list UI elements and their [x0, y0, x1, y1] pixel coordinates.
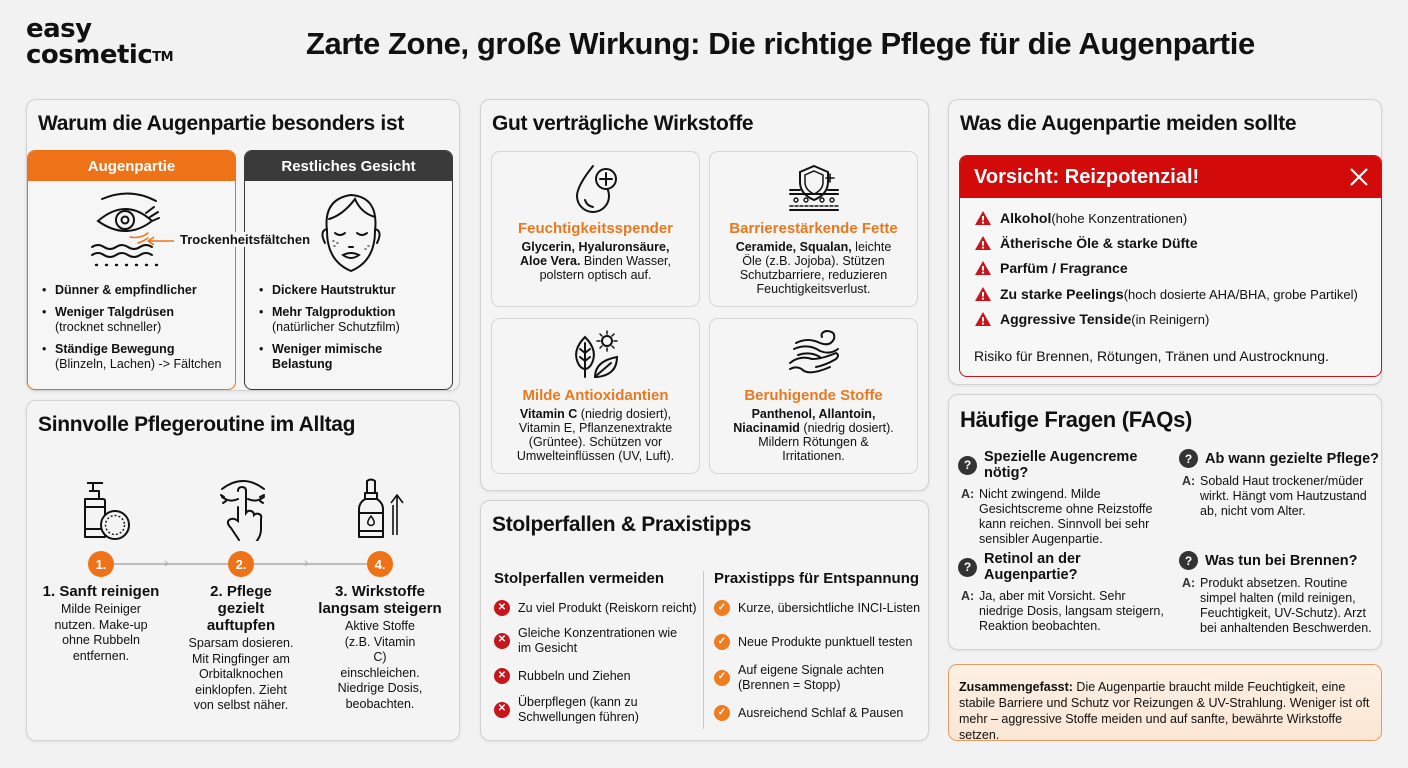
ingredient-description: Ceramide, Squalan, leichte Öle (z.B. Jojoba). Stützen Schutzbarriere, reduzieren Feuchtigkeitsverlust. [735, 240, 892, 296]
hand-wind-icon [786, 329, 842, 379]
list-item: • Dünner & empfindlicher [42, 283, 221, 298]
column-divider [703, 571, 704, 729]
warning-triangle-icon [974, 286, 992, 302]
page-title: Zarte Zone, große Wirkung: Die richtige Pflege für die Augenpartie [306, 26, 1255, 61]
why-card [26, 99, 460, 391]
callout-label: Trockenheitsfältchen [180, 232, 311, 247]
avoid-item: ✕ Gleiche Konzentrationen wie im Gesicht [494, 626, 679, 655]
summary-text: Die Augenpartie braucht milde Feuchtigkeit, eine stabile Barriere und Schutz vor Reizungen & UV-Strahlung. Weniger ist oft mehr – aggressive Stoffe meiden und auf sanfte, bewährte Wirkstoffe setzen. [959, 680, 1370, 742]
rest-face-panel [244, 150, 453, 390]
avoid-card [948, 99, 1382, 385]
step-title: 3. Wirkstoffe langsam steigern [318, 583, 442, 617]
faq-item [958, 551, 1168, 634]
ingredient-description: Glycerin, Hyaluronsäure, Aloe Vera. Binden Wasser, polstern optisch auf. [519, 240, 671, 282]
avoid-title: Was die Augenpartie meiden sollte [960, 112, 1297, 135]
warning-box [959, 155, 1382, 377]
tip-item: ✓ Ausreichend Schlaf & Pausen [714, 705, 924, 721]
step-description: Milde Reiniger nutzen. Make-up ohne Rubbeln entfernen. [54, 602, 148, 663]
tip-item: ✓ Kurze, übersichtliche INCI-Listen [714, 600, 924, 616]
step-description: Aktive Stoffe (z.B. Vitamin C) einschleichen. Niedrige Dosis, beobachten. [337, 619, 423, 711]
faq-card [948, 394, 1382, 650]
tip-item: ✓ Neue Produkte punktuell testen [714, 634, 924, 650]
check-circle-icon: ✓ [714, 705, 730, 721]
finger-tap-eye-icon [218, 477, 268, 541]
check-circle-icon: ✓ [714, 670, 730, 686]
step-badge-2: 2. [228, 551, 254, 577]
leaf-sun-icon [569, 329, 623, 381]
faq-answer: A: Produkt absetzen. Routine simpel halten (mild reinigen, Feuchtigkeit, UV-Schutz). Arzt bei anhaltenden Beschwerden. [1182, 576, 1372, 635]
pump-bottle-cotton-pad-icon [79, 477, 131, 541]
ingredient-title: Milde Antioxidantien [522, 387, 669, 404]
serum-bottle-arrow-up-icon [357, 477, 405, 541]
step-3 [315, 583, 445, 712]
routine-title: Sinnvolle Pflegeroutine im Alltag [38, 413, 356, 436]
question-icon: ? [1179, 449, 1198, 468]
faq-item [1179, 551, 1389, 636]
pitfalls-card [480, 500, 929, 741]
warning-title: Vorsicht: Reizpotenzial! [974, 165, 1200, 188]
rest-face-header: Restliches Gesicht [245, 151, 452, 181]
drop-plus-icon [571, 162, 621, 214]
ingredient-title: Feuchtigkeitsspender [517, 220, 674, 237]
faq-title: Häufige Fragen (FAQs) [960, 407, 1193, 432]
faq-item [958, 449, 1168, 547]
x-circle-icon: ✕ [494, 600, 510, 616]
faq-question[interactable]: ? Ab wann gezielte Pflege? [1179, 449, 1389, 468]
eye-skin-layers-icon [90, 191, 174, 271]
list-item: • Mehr Talgproduktion (natürlicher Schutzfilm) [259, 305, 409, 335]
ingredients-card [480, 99, 929, 491]
tip-item: ✓ Auf eigene Signale achten (Brennen = Stopp) [714, 663, 894, 692]
ingredients-title: Gut verträgliche Wirkstoffe [492, 112, 754, 135]
warning-header [960, 156, 1381, 198]
list-item: • Weniger Talgdrüsen (trocknet schneller) [42, 305, 221, 335]
ingredient-title: Barrierestärkende Fette [729, 220, 898, 237]
step-2 [176, 583, 306, 714]
close-icon[interactable] [1349, 167, 1369, 187]
step-description: Sparsam dosieren. Mit Ringfinger am Orbitalknochen einklopfen. Zieht von selbst näher. [188, 636, 294, 712]
ingredient-card-soothing [709, 318, 918, 474]
faq-answer: A: Sobald Haut trockener/müder wirkt. Hängt vom Hautzustand ab, nicht vom Alter. [1182, 474, 1367, 518]
step-title: 1. Sanft reinigen [42, 583, 160, 600]
ingredient-card-barrier [709, 151, 918, 307]
question-icon: ? [958, 456, 977, 475]
faq-answer: A: Nicht zwingend. Milde Gesichtscreme ohne Reizstoffe kann reichen. Sinnvoll bei sehr sensibler Augenpartie. [961, 487, 1153, 546]
brand-logo [26, 16, 173, 68]
question-icon: ? [958, 558, 977, 577]
chevron-right-icon: › [304, 554, 309, 570]
routine-card [26, 400, 460, 741]
shield-barrier-icon [786, 162, 842, 212]
step-1 [36, 583, 166, 664]
step-badge-3: 4. [367, 551, 393, 577]
risk-note: Risiko für Brennen, Rötungen, Tränen und Austrocknung. [974, 348, 1329, 364]
warning-item: Zu starke Peelings (hoch dosierte AHA/BHA, grobe Partikel) [974, 286, 1358, 302]
summary-box [948, 664, 1382, 741]
ingredient-card-antioxidants [491, 318, 700, 474]
step-badge-1: 1. [88, 551, 114, 577]
pitfalls-title: Stolperfallen & Praxistipps [492, 513, 752, 536]
faq-question[interactable]: ? Retinol an der Augenpartie? [958, 551, 1168, 583]
question-icon: ? [1179, 551, 1198, 570]
warning-triangle-icon [974, 260, 992, 276]
chevron-right-icon: › [164, 554, 169, 570]
callout-arrow-icon [146, 235, 176, 245]
summary-label: Zusammengefasst: [959, 680, 1073, 694]
warning-triangle-icon [974, 311, 992, 327]
faq-answer: A: Ja, aber mit Vorsicht. Sehr niedrige Dosis, langsam steigern, Reaktion beobachten. [961, 589, 1164, 633]
ingredient-title: Beruhigende Stoffe [744, 387, 883, 404]
list-item: • Weniger mimische Belastung [259, 342, 409, 372]
faq-question[interactable]: ? Was tun bei Brennen? [1179, 551, 1389, 570]
check-circle-icon: ✓ [714, 600, 730, 616]
warning-triangle-icon [974, 210, 992, 226]
faq-item [1179, 449, 1389, 519]
step-title: 2. Pflege gezielt auftupfen [206, 583, 276, 634]
ingredient-description: Panthenol, Allantoin, Niacinamid (niedrig dosiert). Mildern Rötungen & Irritationen. [733, 407, 894, 463]
warning-triangle-icon [974, 235, 992, 251]
warning-item: Ätherische Öle & starke Düfte [974, 235, 1198, 251]
face-icon [317, 191, 383, 275]
list-item: • Ständige Bewegung (Blinzeln, Lachen) -> Fältchen [42, 342, 221, 372]
avoid-item: ✕ Zu viel Produkt (Reiskorn reicht) [494, 600, 699, 616]
x-circle-icon: ✕ [494, 633, 510, 649]
avoid-item: ✕ Überpflegen (kann zu Schwellungen führen) [494, 695, 654, 724]
tips-header: Praxistipps für Entspannung [714, 570, 920, 587]
faq-question[interactable]: ? Spezielle Augencreme nötig? [958, 449, 1168, 481]
avoid-item: ✕ Rubbeln und Ziehen [494, 668, 699, 684]
avoid-header: Stolperfallen vermeiden [494, 570, 665, 587]
warning-item: Alkohol (hohe Konzentrationen) [974, 210, 1187, 226]
ingredient-card-moisture [491, 151, 700, 307]
x-circle-icon: ✕ [494, 702, 510, 718]
eye-area-panel [27, 150, 236, 390]
ingredient-description: Vitamin C (niedrig dosiert), Vitamin E, Pflanzenextrakte (Grüntee). Schützen vor Umwelteinflüssen (UV, Luft). [516, 407, 675, 463]
brand-line2: cosmetic [26, 40, 153, 70]
list-item: • Dickere Hautstruktur [259, 283, 409, 298]
rest-face-list [259, 283, 409, 379]
warning-item: Parfüm / Fragrance [974, 260, 1128, 276]
x-circle-icon: ✕ [494, 668, 510, 684]
check-circle-icon: ✓ [714, 634, 730, 650]
warning-item: Aggressive Tenside (in Reinigern) [974, 311, 1209, 327]
eye-area-list [42, 283, 221, 379]
eye-area-header: Augenpartie [28, 151, 235, 181]
brand-line1: easy [26, 14, 92, 44]
trademark: TM [152, 50, 174, 65]
why-title: Warum die Augenpartie besonders ist [38, 112, 405, 135]
